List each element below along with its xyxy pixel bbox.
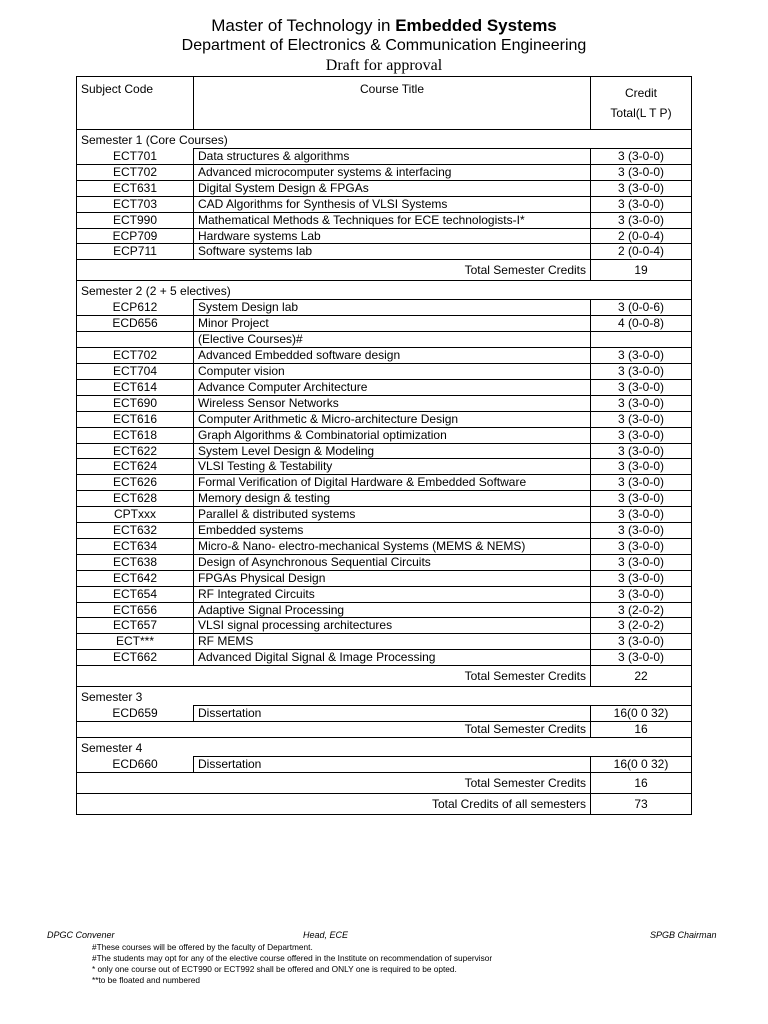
course-row <box>77 570 692 586</box>
course-row <box>77 316 692 332</box>
course-title: Embedded systems <box>194 523 591 539</box>
subject-code: ECT701 <box>77 149 194 165</box>
semester-total-row <box>77 666 692 687</box>
course-row <box>77 411 692 427</box>
subject-code: ECT634 <box>77 538 194 554</box>
subject-code: ECT624 <box>77 459 194 475</box>
subject-code: CPTxxx <box>77 507 194 523</box>
course-title: VLSI Testing & Testability <box>194 459 591 475</box>
course-row <box>77 332 692 348</box>
course-title: Mathematical Methods & Techniques for ECE technologists-I* <box>194 212 591 228</box>
credit-value: 3 (3-0-0) <box>591 395 692 411</box>
table-header-row <box>77 77 692 130</box>
document-title: Master of Technology in Embedded Systems <box>211 16 557 35</box>
course-row <box>77 244 692 260</box>
subject-code: ECP709 <box>77 228 194 244</box>
course-row <box>77 149 692 165</box>
subject-code: ECT662 <box>77 650 194 666</box>
course-title: FPGAs Physical Design <box>194 570 591 586</box>
subject-code: ECT656 <box>77 602 194 618</box>
course-row <box>77 395 692 411</box>
course-table <box>76 76 692 815</box>
course-title: Hardware systems Lab <box>194 228 591 244</box>
semester-heading: Semester 4 <box>77 738 692 757</box>
subject-code: ECT638 <box>77 554 194 570</box>
credit-value: 3 (3-0-0) <box>591 538 692 554</box>
credit-value: 3 (3-0-0) <box>591 411 692 427</box>
total-value: 16 <box>591 772 692 793</box>
subject-code: ECT618 <box>77 427 194 443</box>
credit-value: 3 (3-0-0) <box>591 650 692 666</box>
course-title: Computer vision <box>194 363 591 379</box>
course-title: Dissertation <box>194 757 591 773</box>
course-title: Adaptive Signal Processing <box>194 602 591 618</box>
subject-code-header: Subject Code <box>77 77 194 130</box>
subject-code <box>77 332 194 348</box>
subject-code: ECT*** <box>77 634 194 650</box>
course-title: Software systems lab <box>194 244 591 260</box>
subject-code: ECT990 <box>77 212 194 228</box>
course-title: Graph Algorithms & Combinatorial optimization <box>194 427 591 443</box>
subject-code: ECD660 <box>77 757 194 773</box>
course-row <box>77 757 692 773</box>
semester-total-row <box>77 260 692 281</box>
department-name: Department of Electronics & Communication Engineering <box>181 37 587 54</box>
course-title: RF MEMS <box>194 634 591 650</box>
semester-heading-row <box>77 687 692 706</box>
course-row <box>77 602 692 618</box>
credit-value: 3 (3-0-0) <box>591 570 692 586</box>
course-title: Computer Arithmetic & Micro-architecture Design <box>194 411 591 427</box>
subject-code: ECT702 <box>77 348 194 364</box>
course-row <box>77 475 692 491</box>
subject-code: ECT622 <box>77 443 194 459</box>
course-row <box>77 300 692 316</box>
course-row <box>77 706 692 722</box>
credit-value: 3 (3-0-0) <box>591 459 692 475</box>
course-title: RF Integrated Circuits <box>194 586 591 602</box>
subject-code: ECD656 <box>77 316 194 332</box>
course-title: Advanced Digital Signal & Image Processing <box>194 650 591 666</box>
semester-total-row <box>77 772 692 793</box>
total-label: Total Semester Credits <box>77 260 591 281</box>
footnote: #The students may opt for any of the elective course offered in the Institute on recommendation of supervisor <box>92 953 493 963</box>
total-label: Total Semester Credits <box>77 722 591 738</box>
total-label: Total Semester Credits <box>77 666 591 687</box>
footnote: * only one course out of ECT990 or ECT992 shall be offered and ONLY one is required to be opted. <box>92 964 457 974</box>
credit-value: 3 (3-0-0) <box>591 363 692 379</box>
semester-heading-row <box>77 130 692 149</box>
subject-code: ECD659 <box>77 706 194 722</box>
subject-code: ECT628 <box>77 491 194 507</box>
credit-value: 3 (3-0-0) <box>591 427 692 443</box>
draft-label: Draft for approval <box>325 57 443 74</box>
course-title: Formal Verification of Digital Hardware & Embedded Software <box>194 475 591 491</box>
course-row <box>77 634 692 650</box>
credit-value: 3 (2-0-2) <box>591 618 692 634</box>
subject-code: ECT631 <box>77 180 194 196</box>
course-title: VLSI signal processing architectures <box>194 618 591 634</box>
subject-code: ECT703 <box>77 196 194 212</box>
dpgc-convener-signature: DPGC Convener <box>47 930 115 940</box>
course-row <box>77 459 692 475</box>
credit-value: 3 (3-0-0) <box>591 348 692 364</box>
subject-code: ECT657 <box>77 618 194 634</box>
total-label: Total Credits of all semesters <box>77 793 591 814</box>
subject-code: ECP711 <box>77 244 194 260</box>
spgb-chairman-signature: SPGB Chairman <box>650 930 717 940</box>
semester-heading: Semester 1 (Core Courses) <box>77 130 692 149</box>
total-value: 73 <box>591 793 692 814</box>
semester-heading-row <box>77 738 692 757</box>
course-row <box>77 228 692 244</box>
course-row <box>77 507 692 523</box>
subject-code: ECT614 <box>77 379 194 395</box>
grand-total-row <box>77 793 692 814</box>
head-ece-signature: Head, ECE <box>303 930 349 940</box>
semester-heading: Semester 3 <box>77 687 692 706</box>
credit-value: 16(0 0 32) <box>591 757 692 773</box>
credit-value: 3 (3-0-0) <box>591 379 692 395</box>
credit-value: 3 (3-0-0) <box>591 180 692 196</box>
subject-code: ECP612 <box>77 300 194 316</box>
subject-code: ECT702 <box>77 164 194 180</box>
course-row <box>77 618 692 634</box>
footnotes <box>92 942 492 986</box>
total-value: 16 <box>591 722 692 738</box>
credit-value: 3 (3-0-0) <box>591 196 692 212</box>
course-row <box>77 164 692 180</box>
credit-value: 2 (0-0-4) <box>591 228 692 244</box>
credit-value: 3 (3-0-0) <box>591 164 692 180</box>
course-title: Memory design & testing <box>194 491 591 507</box>
subject-code: ECT616 <box>77 411 194 427</box>
course-row <box>77 650 692 666</box>
course-row <box>77 523 692 539</box>
course-row <box>77 348 692 364</box>
course-title: Wireless Sensor Networks <box>194 395 591 411</box>
course-row <box>77 491 692 507</box>
credit-value: 3 (3-0-0) <box>591 475 692 491</box>
total-value: 22 <box>591 666 692 687</box>
credit-value: 4 (0-0-8) <box>591 316 692 332</box>
course-title: Micro-& Nano- electro-mechanical Systems (MEMS & NEMS) <box>194 538 591 554</box>
course-title: Data structures & algorithms <box>194 149 591 165</box>
course-title: Design of Asynchronous Sequential Circuits <box>194 554 591 570</box>
credit-value: 3 (3-0-0) <box>591 634 692 650</box>
course-row <box>77 554 692 570</box>
subject-code: ECT632 <box>77 523 194 539</box>
semester-heading: Semester 2 (2 + 5 electives) <box>77 281 692 300</box>
course-title-header: Course Title <box>194 77 591 130</box>
course-row <box>77 427 692 443</box>
course-row <box>77 538 692 554</box>
course-title: CAD Algorithms for Synthesis of VLSI Systems <box>194 196 591 212</box>
credit-value: 16(0 0 32) <box>591 706 692 722</box>
course-title: Digital System Design & FPGAs <box>194 180 591 196</box>
credit-value: 3 (3-0-0) <box>591 443 692 459</box>
course-row <box>77 586 692 602</box>
subject-code: ECT642 <box>77 570 194 586</box>
credit-value: 3 (3-0-0) <box>591 212 692 228</box>
credit-value: 3 (3-0-0) <box>591 507 692 523</box>
course-row <box>77 212 692 228</box>
semester-total-row <box>77 722 692 738</box>
footnote: **to be floated and numbered <box>92 975 200 985</box>
course-row <box>77 443 692 459</box>
course-title: Dissertation <box>194 706 591 722</box>
course-title: System Design lab <box>194 300 591 316</box>
course-row <box>77 180 692 196</box>
course-title: Advanced microcomputer systems & interfacing <box>194 164 591 180</box>
course-row <box>77 196 692 212</box>
credit-value: 3 (3-0-0) <box>591 149 692 165</box>
course-title: Parallel & distributed systems <box>194 507 591 523</box>
subject-code: ECT654 <box>77 586 194 602</box>
course-title: System Level Design & Modeling <box>194 443 591 459</box>
course-row <box>77 379 692 395</box>
credit-header: Credit Total(L T P) <box>591 77 692 130</box>
credit-value: 3 (3-0-0) <box>591 491 692 507</box>
credit-value: 3 (2-0-2) <box>591 602 692 618</box>
footnote: #These courses will be offered by the faculty of Department. <box>92 942 313 952</box>
subject-code: ECT704 <box>77 363 194 379</box>
course-title: Advance Computer Architecture <box>194 379 591 395</box>
semester-heading-row <box>77 281 692 300</box>
credit-value: 3 (0-0-6) <box>591 300 692 316</box>
course-title: Minor Project <box>194 316 591 332</box>
credit-value: 3 (3-0-0) <box>591 523 692 539</box>
total-label: Total Semester Credits <box>77 772 591 793</box>
course-title: Advanced Embedded software design <box>194 348 591 364</box>
course-title: (Elective Courses)# <box>194 332 591 348</box>
credit-value: 2 (0-0-4) <box>591 244 692 260</box>
course-row <box>77 363 692 379</box>
total-value: 19 <box>591 260 692 281</box>
credit-value <box>591 332 692 348</box>
credit-value: 3 (3-0-0) <box>591 586 692 602</box>
credit-value: 3 (3-0-0) <box>591 554 692 570</box>
subject-code: ECT626 <box>77 475 194 491</box>
subject-code: ECT690 <box>77 395 194 411</box>
